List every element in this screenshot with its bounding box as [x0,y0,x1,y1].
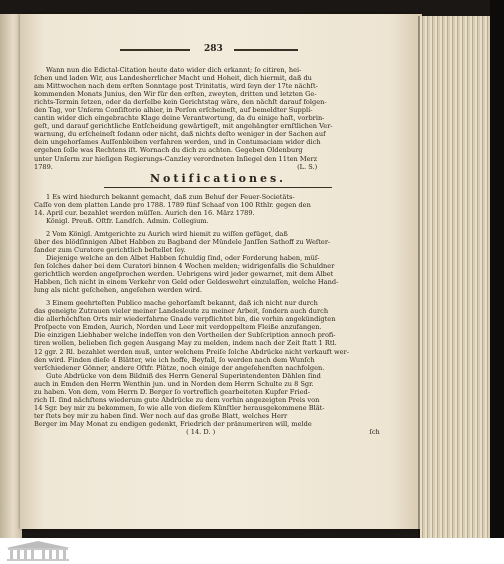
text-line: den Tag, vor Unſerm Conſiſtorio alhier, in Perſon erſcheineſt, auf bemeldter Supplí- [34,106,313,115]
book-cover-edge [490,0,504,538]
text-line: zu haben. Von dem, vom Herrn D. Berger ſo vortreflich gearbeiteten Kupfer Fried- [34,387,310,396]
text-line: Königl. Preuß. Oſtfr. Landſch. Admin. Collegium. [46,216,209,225]
text-line: Wann nun die Edictal-Citation heute dato wider dich erkannt; ſo citiren, hei- [46,66,302,74]
text-line: 12 ggr. 2 Rl. bezahlet werden muß, unter welchem Preiſe ſolche Abdrücke nicht verkauft wer- [34,347,349,356]
text-line: Diejenige welche an den Albet Habben ſchuldig ſind, oder Forderung haben, müſ- [46,253,320,262]
text-line: ſen ſolches daher bei dem Curatori binnen 4 Wochen melden; widrigenfalls die Schuldner [34,262,335,271]
edict-paragraph [34,66,402,163]
notice-3 [34,299,402,428]
text-line: ergehen ſolle was Rechtens iſt. Wornach du dich zu achten. Gegeben Oldenburg [34,146,303,155]
text-line: am Mittwochen nach dem erſten Sonntage post Trinitatis, wird ſeyn der 17te nächſt- [34,82,318,91]
text-line: verſchiedener Gönner, andere Oſtfr. Plätze, noch einige der angeſehenſten nachfolgen. [34,363,325,372]
text-line: rich II. ſind nächſtens wiederum gute Abdrücke zu dem vorhin angezeigten Preis von [34,395,320,404]
text-line: Die einzigen Liebhaber welche indeſſen von den Vortheilen der Subſcription annoch profi- [34,331,336,340]
text-line: Gute Abdrücke von dem Bildniß des Herrn General Superintendenten Dählen ſind [46,371,321,380]
text-line: cantin wider dich eingebrachte Klage deine Verantwortung, da du einige haſt, vorbrin- [34,114,325,123]
header-rule-right [234,49,298,51]
text-line: 2 Vom Königl. Amtgerichte zu Aurich wird hiemit zu wiſſen gefüget, daß [46,229,288,238]
page-text [34,66,402,436]
notice-2 [34,230,402,294]
section-title-rule [104,187,332,188]
text-line: 14. April cur. bezahlet werden müſſen. Aurich den 16. März 1789. [34,208,255,217]
text-line: dein ungehorſames Auſſenbleiben verfahren werden, und in Contumaciam wider dich [34,138,321,147]
text-line: 1 Es wird hiedurch bekannt gemacht, daß zum Behuf der Feuer-Societäts- [46,192,295,201]
left-page-edge [0,14,22,538]
text-line: 14 Sgr. bey mir zu bekommen, ſo wie alle von dieſem Künſtler herausgekommene Blät- [34,403,325,412]
text-line: richts-Termin ſetzen, oder da derſelbe kein Gerichtstag wäre, den nächſt darauf folgen- [34,98,327,107]
text-line: die allerhöchſten Orts mir wiederfahrne Gnade verpflichtet bin, die vorhin angekündigten [34,315,336,324]
text-line: lung als nicht geſchehen, angeſehen werden wird. [34,286,202,295]
edict-final-line [34,163,402,171]
text-line: warnung, du erſcheineſt ſodann oder nicht, daß nichts deſto weniger in der Sachen auf [34,130,326,139]
text-line: ſander zum Curatore gerichtlich beſtellet ſey. [34,245,186,254]
header-rule-left [120,49,190,51]
text-line: gerichtlich werden angeſprochen werden. Uebrigens wird jeder gewarnet, mit dem Albet [34,270,334,279]
text-line: den wird. Finden dieſe 4 Blätter, wie ich hoffe, Beyfall, ſo werden nach dem Wunſch [34,355,315,364]
page-number: 283 [204,44,223,54]
page-header [34,44,402,56]
catchword: ſch [369,427,380,436]
text-line: Proſpecte von Emden, Aurich, Norden und Leer mit verdoppeltem Fleiße anzufangen. [34,323,322,332]
library-building-icon [4,540,72,562]
text-line: Berger im May Monat zu endigen gedenkt, Friedrich der pränumeriren will, melde [34,419,312,428]
text-line: unter Unſerm zur hieſigen Regierungs-Canzley verordneten Inſiegel den 11ten Merz [34,154,318,163]
page-stack-edges [420,16,492,538]
text-line: das geneigte Zutrauen vieler meiner Landesleute zu meiner Arbeit, ſondern auch durch [34,307,329,316]
signature-mark: ( 14. D. ) [186,427,216,436]
text-line: 3 Einem geehrteſten Publico mache gehorſamſt bekannt, daß ich nicht nur durch [46,299,318,308]
text-line: Habben, ſich nicht in einem Verkehr von Geld oder Geldeswehrt einzulaſſen, welche Hand- [34,278,339,287]
text-line: ter ſtets bey mir zu haben ſind. Wer noch auf das große Blatt, welches Herr [34,411,288,420]
text-line: tiren wollen, belieben ſich gegen Ausgang May zu melden, indem nach der Zeit ſtatt 1 Rtl. [34,339,337,348]
edict-seal: (L. S.) [297,162,318,171]
text-line: über des blödſinnigen Albet Habben zu Bagband der Mündele Janſſen Sathoff zu Weſter- [34,237,331,246]
section-title: Notificationes. [149,171,286,185]
page-footer-line [34,428,402,436]
text-line: geſt, und darauf gerichtliche Entſcheidung gewärtigeſt, mit angehängter ernſtlichen Ver- [34,122,333,131]
text-line: Caſſe von dem platten Lande pro 1788. 1789 fünf Schaaf von 100 Rthlr. gegen den [34,200,311,209]
text-line: kommenden Monats Junius, den Wir für den erſten, zweyten, dritten und letzten Ge- [34,90,317,99]
text-line: auch in Emden den Herrn Wenthin jun. und in Norden dem Herrn Schulte zu 8 Sgr. [34,379,314,388]
notice-1 [34,193,402,225]
text-line: ſchen und laden Wir, aus Landesherrlicher Macht und Hoheit, dich hiermit, daß du [34,74,312,83]
edict-year: 1789. [34,162,53,171]
viewer-footer [0,538,504,564]
